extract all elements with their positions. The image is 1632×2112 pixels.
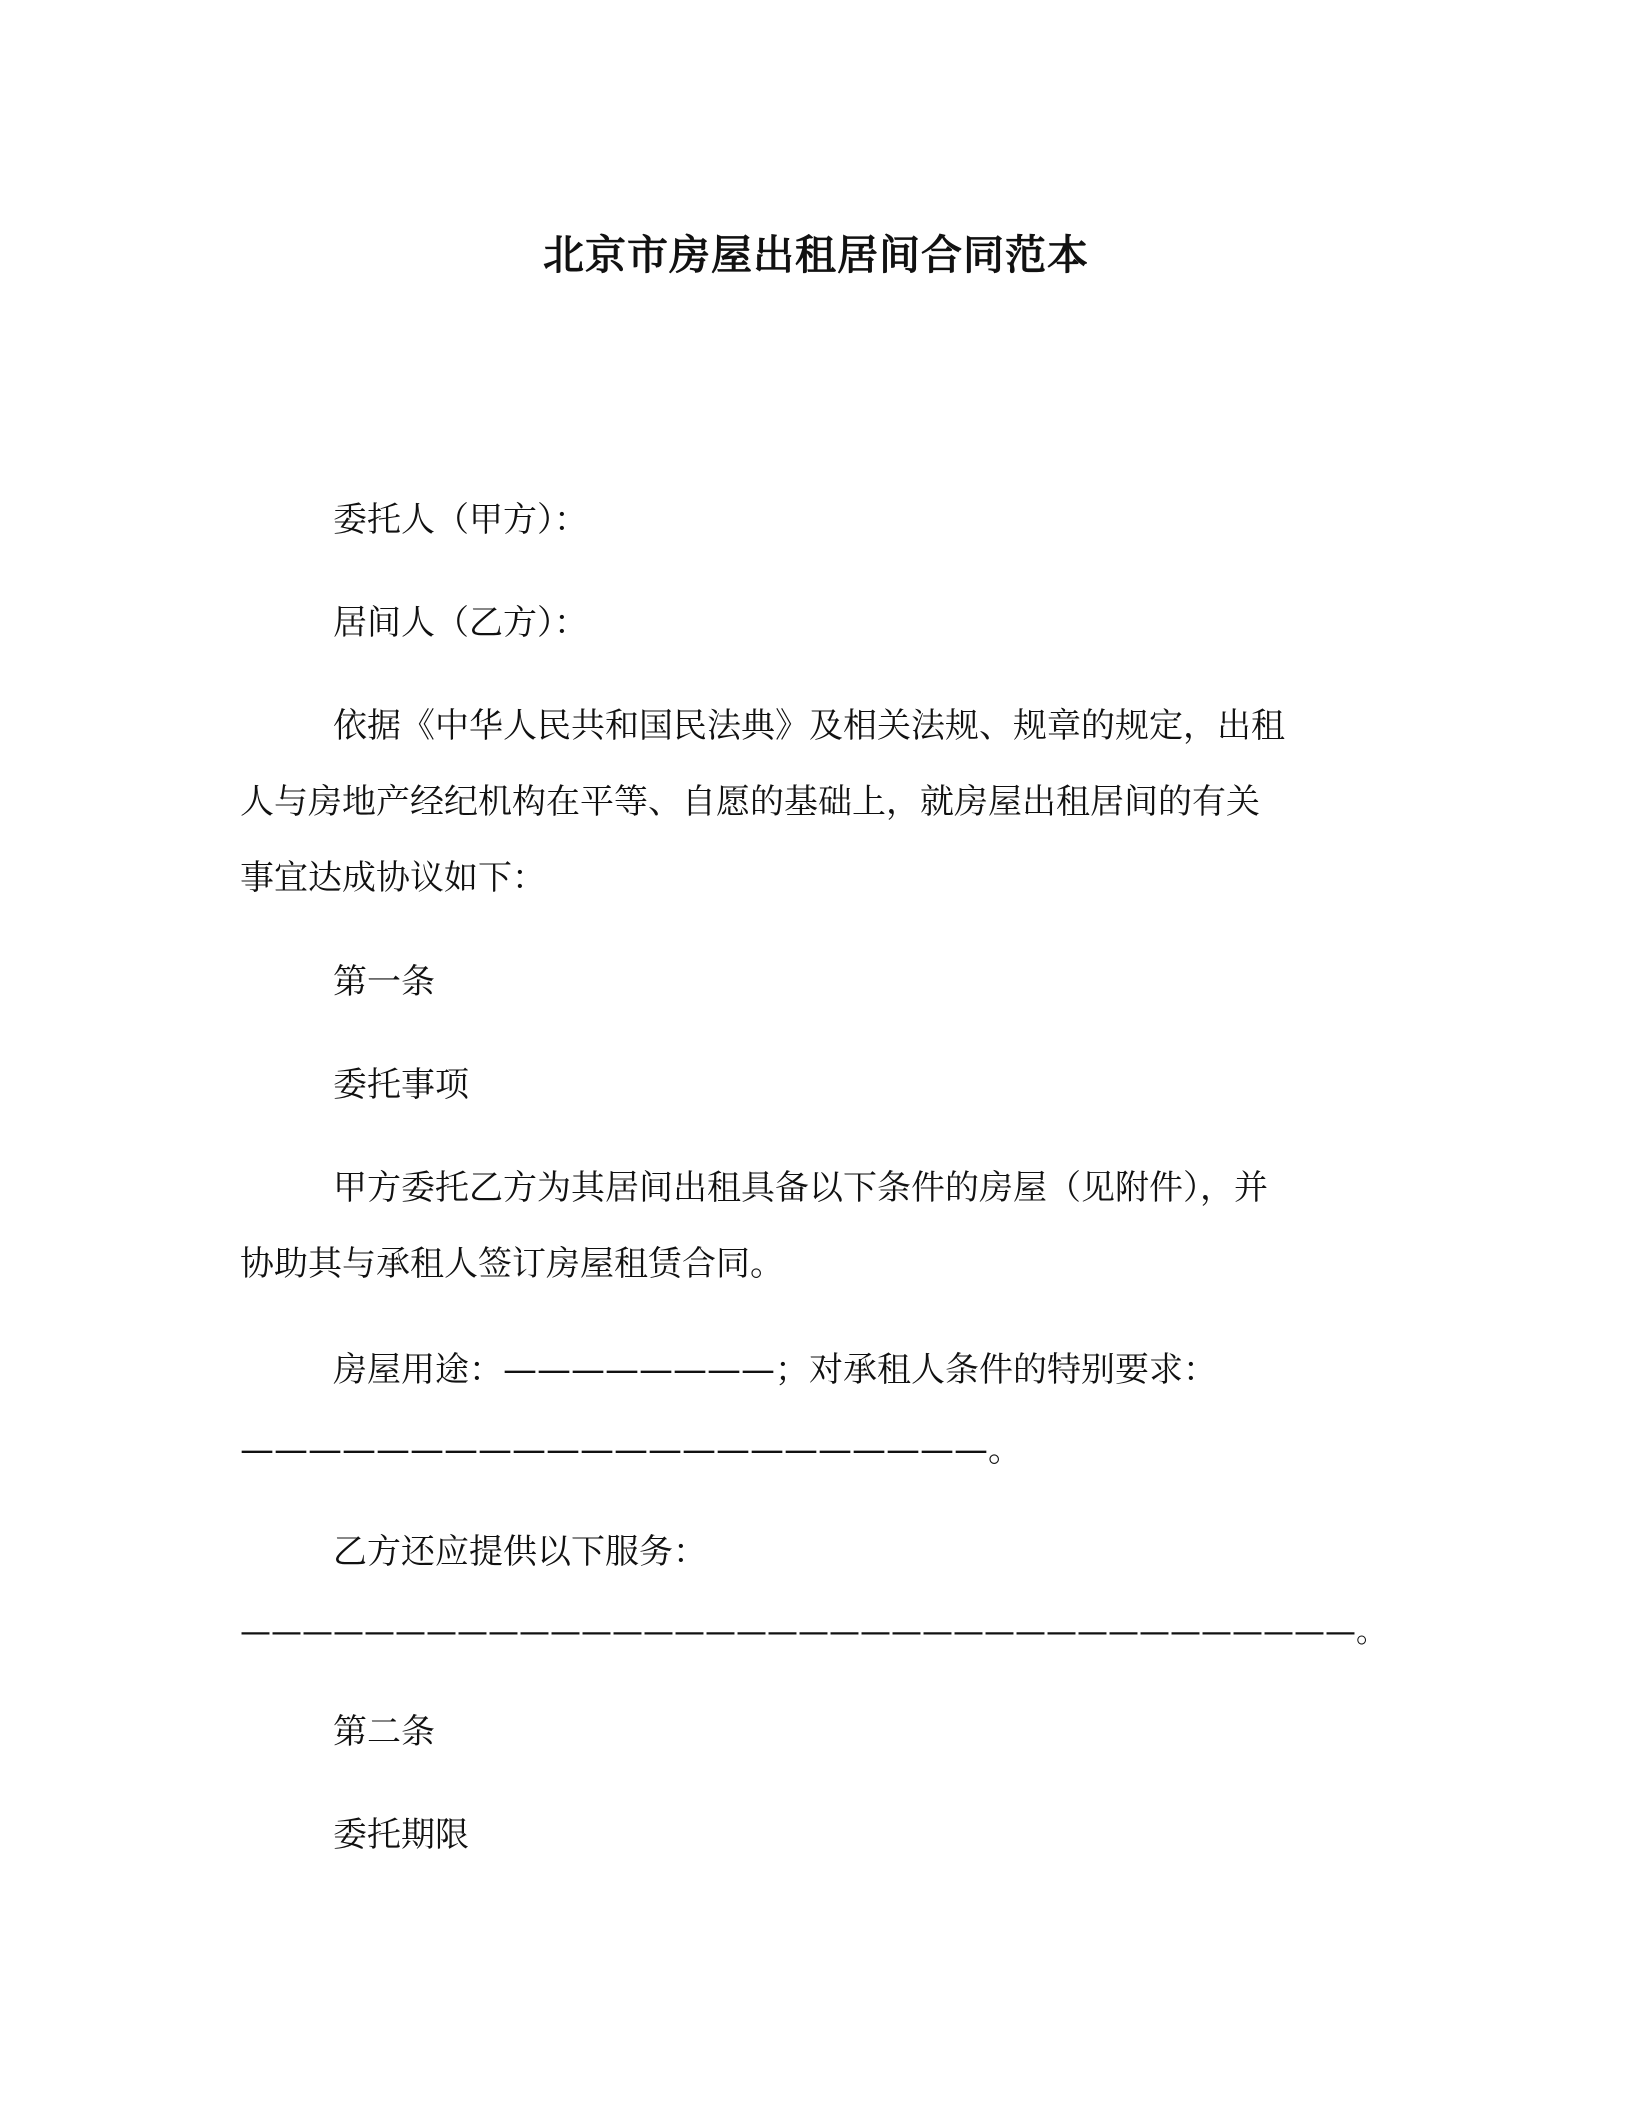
preamble-line-2: 人与房地产经纪机构在平等、自愿的基础上，就房屋出租居间的有关 <box>240 782 1260 822</box>
extra-services-line: 乙方还应提供以下服务： <box>333 1532 707 1572</box>
article-1-title: 委托事项 <box>333 1065 469 1105</box>
agent-party-line: 居间人（乙方）： <box>333 603 588 643</box>
requirement-blank-line: ——————————————————————。 <box>240 1430 1022 1470</box>
services-blank-line: ————————————————————————————————————。 <box>240 1614 1387 1650</box>
usage-requirement-line: 房屋用途：————————；对承租人条件的特别要求： <box>333 1350 1217 1390</box>
article-1-body-line-1: 甲方委托乙方为其居间出租具备以下条件的房屋（见附件），并 <box>333 1168 1268 1208</box>
preamble-line-1: 依据《中华人民共和国民法典》及相关法规、规章的规定，出租 <box>333 706 1285 746</box>
article-2-heading: 第二条 <box>333 1712 435 1752</box>
article-1-body-line-2: 协助其与承租人签订房屋租赁合同。 <box>240 1244 784 1284</box>
preamble-line-3: 事宜达成协议如下： <box>240 858 546 898</box>
client-party-line: 委托人（甲方）： <box>333 500 588 540</box>
article-2-title: 委托期限 <box>333 1815 469 1855</box>
article-1-heading: 第一条 <box>333 962 435 1002</box>
document-title: 北京市房屋出租居间合同范本 <box>543 231 1089 279</box>
